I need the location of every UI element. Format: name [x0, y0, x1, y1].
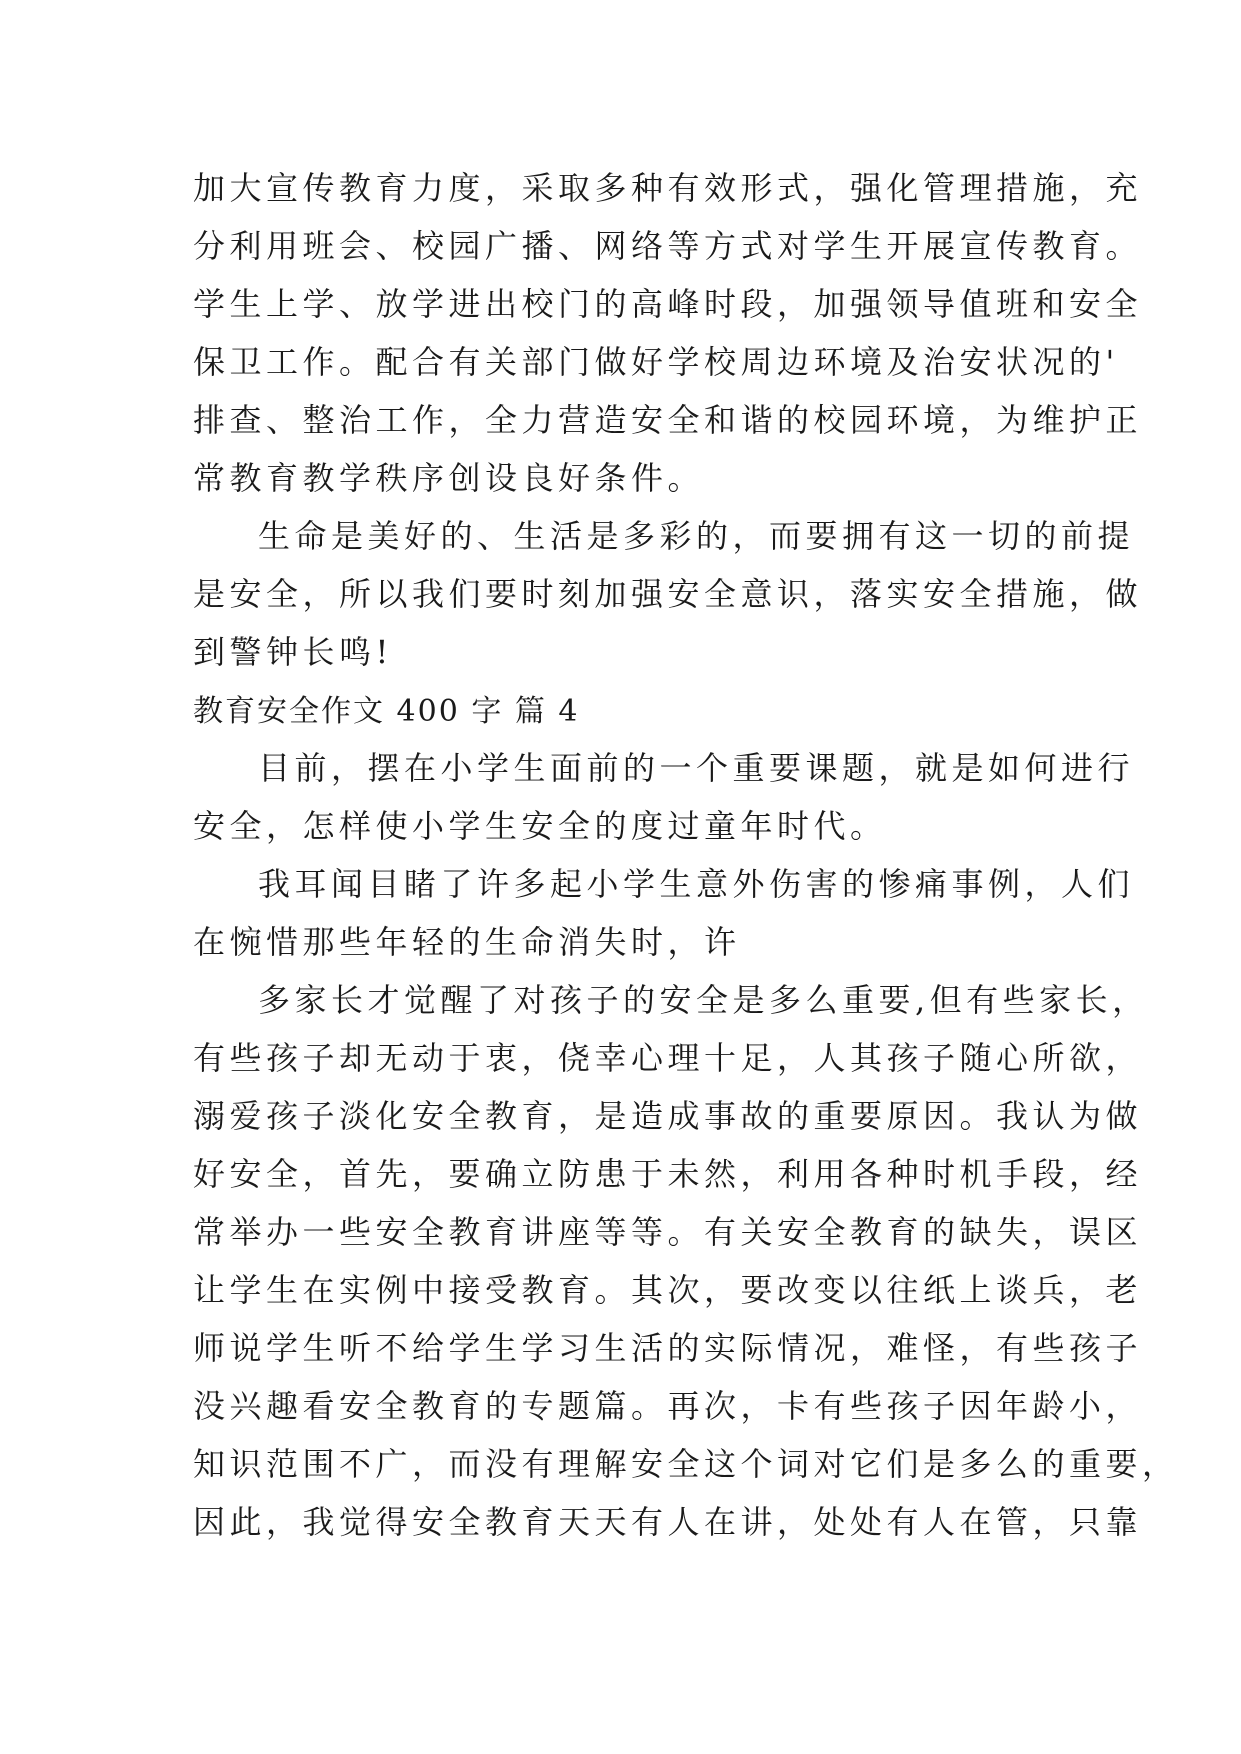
text-line: 是安全，所以我们要时刻加强安全意识，落实安全措施，做 — [193, 575, 1143, 613]
text-line: 安全，怎样使小学生安全的度过童年时代。 — [193, 807, 887, 845]
text-line: 保卫工作。配合有关部门做好学校周边环境及治安状况的' — [193, 343, 1119, 381]
text-line: 到警钟长鸣! — [193, 633, 393, 671]
text-line: 加大宣传教育力度，采取多种有效形式，强化管理措施，充 — [193, 169, 1143, 207]
text-line: 师说学生听不给学生学习生活的实际情况，难怪，有些孩子 — [193, 1329, 1143, 1367]
text-line: 学生上学、放学进出校门的高峰时段，加强领导值班和安全 — [193, 285, 1143, 323]
text-line: 好安全，首先，要确立防患于未然，利用各种时机手段，经 — [193, 1155, 1143, 1193]
text-line: 溺爱孩子淡化安全教育，是造成事故的重要原因。我认为做 — [193, 1097, 1143, 1135]
text-line: 在惋惜那些年轻的生命消失时，许 — [193, 923, 741, 961]
text-line: 因此，我觉得安全教育天天有人在讲，处处有人在管，只靠 — [193, 1503, 1143, 1541]
text-line: 常教育教学秩序创设良好条件。 — [193, 459, 705, 497]
text-line: 没兴趣看安全教育的专题篇。再次，卡有些孩子因年龄小， — [193, 1387, 1143, 1425]
text-line: 多家长才觉醒了对孩子的安全是多么重要,但有些家长， — [258, 981, 1149, 1019]
text-line: 分利用班会、校园广播、网络等方式对学生开展宣传教育。 — [193, 227, 1143, 265]
text-line: 排查、整治工作，全力营造安全和谐的校园环境，为维护正 — [193, 401, 1143, 439]
section-heading: 教育安全作文 400 字 篇 4 — [193, 694, 580, 729]
text-line: 常举办一些安全教育讲座等等。有关安全教育的缺失，误区 — [193, 1213, 1143, 1251]
text-line: 有些孩子却无动于衷，侥幸心理十足，人其孩子随心所欲， — [193, 1039, 1143, 1077]
text-line: 目前，摆在小学生面前的一个重要课题，就是如何进行 — [258, 749, 1135, 787]
text-line: 生命是美好的、生活是多彩的，而要拥有这一切的前提 — [258, 517, 1135, 555]
text-line: 我耳闻目睹了许多起小学生意外伤害的惨痛事例，人们 — [258, 865, 1135, 903]
text-line: 让学生在实例中接受教育。其次，要改变以往纸上谈兵，老 — [193, 1271, 1143, 1309]
text-line: 知识范围不广，而没有理解安全这个词对它们是多么的重要， — [193, 1445, 1179, 1483]
